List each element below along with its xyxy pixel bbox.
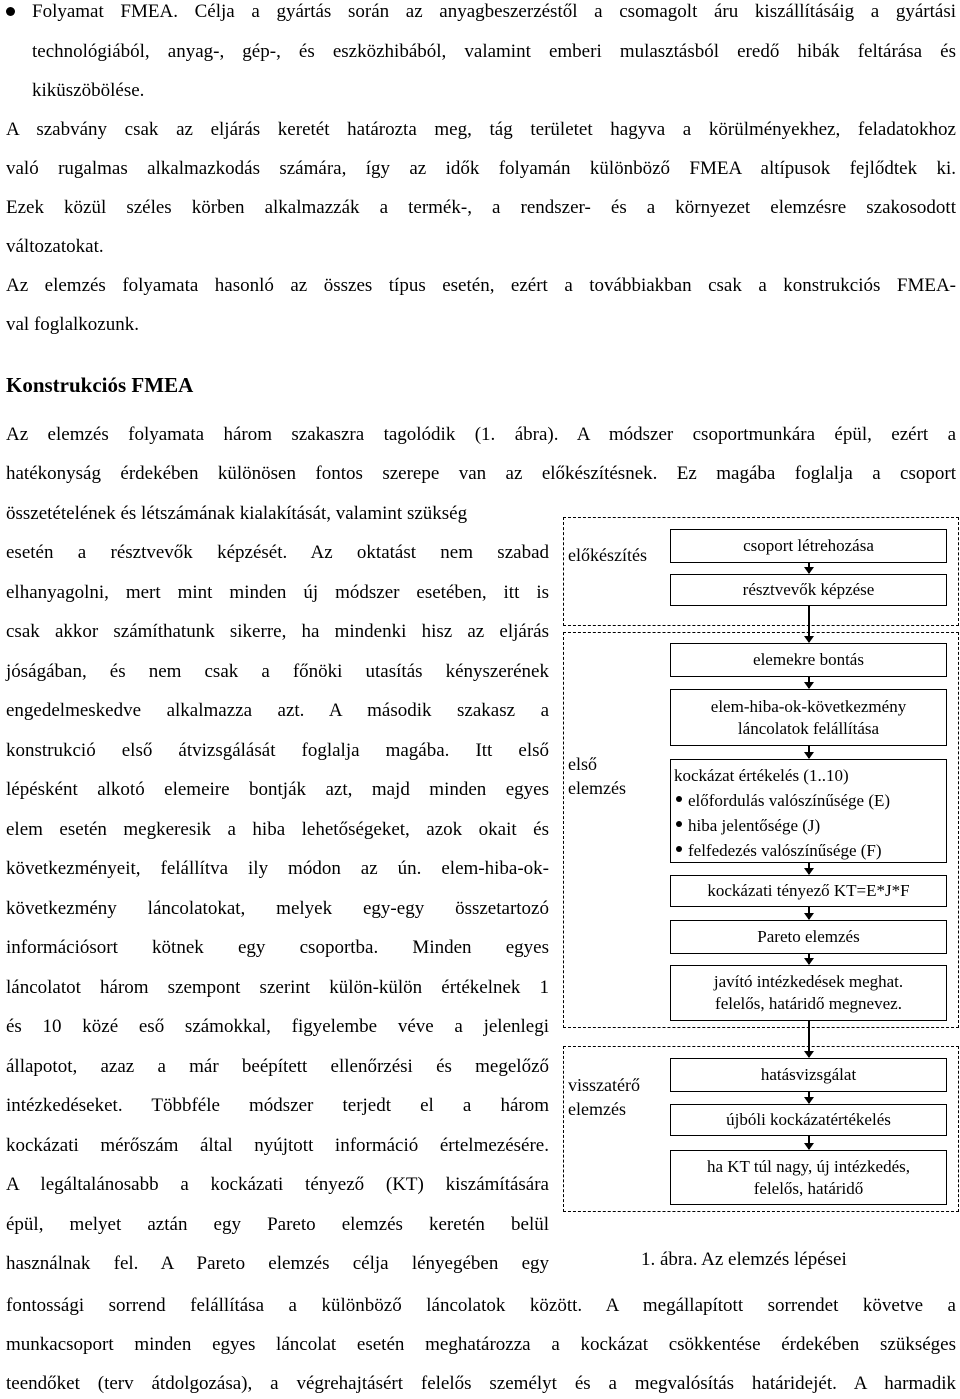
- group-label-preparation: előkészítés: [568, 545, 647, 565]
- step-new-action: [670, 1150, 947, 1205]
- step-decompose-elements: [670, 643, 947, 677]
- step-label: kockázati tényező KT=E*J*F: [707, 881, 910, 900]
- paragraph-line: csak akkor számíthatunk sikerre, ha mindenki hisz az eljárás: [6, 621, 549, 642]
- step-label: hatásvizsgálat: [760, 1065, 857, 1084]
- paragraph-line: val foglalkozunk.: [6, 314, 139, 335]
- arrow-down-icon: [808, 1092, 810, 1103]
- step-label: résztvevők képzése: [742, 580, 875, 599]
- paragraph-line: láncolatot három szempont szerint külön-külön értékelnek 1: [6, 977, 549, 998]
- paragraph-line: Ezek közül széles körben alkalmazzák a termék-, a rendszer- és a környezet elemzésre szakosodott: [6, 197, 956, 218]
- group-label-first-analysis: elemzés: [568, 778, 626, 798]
- step-risk-assessment: [670, 759, 947, 863]
- step-label: elemekre bontás: [753, 650, 864, 669]
- paragraph-line: kockázati mérőszám által nyújtott információ értelmezésére.: [6, 1135, 549, 1156]
- group-label-first-analysis: első: [568, 754, 597, 774]
- paragraph-line: elhanyagolni, mert mint minden új módszer esetében, itt is: [6, 582, 549, 603]
- paragraph-line: épül, melyet aztán egy Pareto elemzés keretén belül: [6, 1214, 549, 1235]
- paragraph-line: lépésként alkotó elemeire bontják azt, majd minden egyes: [6, 779, 549, 800]
- paragraph-line: teendőket (terv átdolgozása), a végrehajtásért felelős személyt és a megvalósítás határidejét. A harmadik: [6, 1373, 956, 1394]
- figure-caption: 1. ábra. Az elemzés lépései: [641, 1249, 847, 1270]
- arrow-down-icon: [808, 863, 810, 874]
- paragraph-line: esetén a résztvevők képzését. Az oktatást nem szabad: [6, 542, 549, 563]
- paragraph-line: és 10 közé eső számokkal, figyelembe véve a jelenlegi: [6, 1016, 549, 1037]
- risk-criteria-list: [674, 788, 890, 863]
- step-label: felelős, határidő: [753, 1178, 864, 1198]
- paragraph-line: következmény láncolatokat, melyek egy-egy összetartozó: [6, 898, 549, 919]
- step-label: elem-hiba-ok-következmény: [710, 696, 907, 716]
- step-label: ha KT túl nagy, új intézkedés,: [706, 1156, 910, 1176]
- step-label: csoport létrehozása: [743, 536, 874, 555]
- arrow-down-icon: [808, 1021, 810, 1057]
- step-build-chains: [670, 689, 947, 746]
- arrow-down-icon: [808, 677, 810, 688]
- paragraph-line: elem esetén megkeresik a hiba lehetőségeket, azok okait és: [6, 819, 549, 840]
- paragraph-line: információsort kötnek egy csoportba. Minden egyes: [6, 937, 549, 958]
- step-label: javító intézkedések meghat.: [713, 972, 904, 991]
- paragraph-line: hatékonyság érdekében különösen fontos szerepe van az előkészítésnek. Ez magába foglalja a csoport: [6, 463, 956, 484]
- step-train-participants: [670, 574, 947, 606]
- step-risk-factor: [670, 875, 947, 907]
- paragraph-line: változatokat.: [6, 236, 104, 257]
- paragraph-line: engedelmeskedve alkalmazza azt. A második szakasz a: [6, 700, 549, 721]
- arrow-down-icon: [808, 954, 810, 964]
- paragraph-line: használnak fel. A Pareto elemzés célja lényegében egy: [6, 1253, 549, 1274]
- paragraph-line: munkacsoport minden egyes láncolat esetén meghatározza a kockázat csökkentése érdekében szükséges: [6, 1334, 956, 1355]
- step-pareto-analysis: [670, 920, 947, 954]
- bullet-dot-icon: [6, 7, 15, 16]
- paragraph-line: intézkedéseket. Többféle módszer terjedt el a három: [6, 1095, 549, 1116]
- paragraph-line: fontossági sorrend felállítása a különböző láncolatok között. A megállapított sorrendet követve a: [6, 1295, 956, 1316]
- arrow-down-icon: [808, 606, 810, 642]
- arrow-down-icon: [808, 907, 810, 919]
- step-label: újbóli kockázatértékelés: [726, 1110, 891, 1129]
- paragraph-line: következményeit, felállítva ily módon az ún. elem-hiba-ok-: [6, 858, 549, 879]
- paragraph-line: állapotot, azaz a már beépített ellenőrzési és megelőző: [6, 1056, 549, 1077]
- intro-bullet-line: technológiából, anyag-, gép-, és eszközhibából, valamint emberi mulasztásból eredő hibák feltárása és: [32, 41, 956, 62]
- paragraph-line: Az elemzés folyamata három szakaszra tagolódik (1. ábra). A módszer csoportmunkára épül, ezért a: [6, 424, 956, 445]
- paragraph-line: A szabvány csak az eljárás keretét határozta meg, tág területet hagyva a körülményekhez, feladatokhoz: [6, 119, 956, 140]
- section-heading: Konstrukciós FMEA: [6, 373, 194, 397]
- step-impact-check: [670, 1058, 947, 1092]
- step-label: Pareto elemzés: [757, 927, 860, 946]
- step-create-group: [670, 529, 947, 563]
- step-label: kockázat értékelés (1..10): [674, 766, 849, 785]
- risk-criterion: felfedezés valószínűsége (F): [674, 838, 890, 863]
- step-re-assessment: [670, 1104, 947, 1136]
- arrow-down-icon: [808, 746, 810, 758]
- arrow-down-icon: [808, 563, 810, 573]
- paragraph-line: jóságában, és nem csak a főnöki utasítás kényszerének: [6, 661, 549, 682]
- paragraph-line: A legáltalánosabb a kockázati tényező (KT) kiszámítására: [6, 1174, 549, 1195]
- group-label-recurring-analysis: elemzés: [568, 1099, 626, 1119]
- step-label: felelős, határidő megnevez.: [715, 994, 902, 1013]
- intro-bullet-line: Folyamat FMEA. Célja a gyártás során az anyagbeszerzéstől a csomagolt áru kiszállításáig a gyártási: [32, 1, 956, 22]
- risk-criterion: hiba jelentősége (J): [674, 813, 890, 838]
- paragraph-line: Az elemzés folyamata hasonló az összes típus esetén, ezért a továbbiakban csak a konstrukciós FMEA-: [6, 275, 956, 296]
- risk-criterion: előfordulás valószínűsége (E): [674, 788, 890, 813]
- arrow-down-icon: [808, 1136, 810, 1149]
- paragraph-line: való rugalmas alkalmazkodás számára, így az idők folyamán különböző FMEA altípusok fejlődtek ki.: [6, 158, 956, 179]
- step-corrective-actions: [670, 965, 947, 1021]
- paragraph-line: összetételének és létszámának kialakítását, valamint szükség: [6, 503, 468, 524]
- intro-bullet-line: kiküszöbölése.: [32, 80, 145, 101]
- group-label-recurring-analysis: visszatérő: [568, 1075, 640, 1095]
- paragraph-line: konstrukció első átvizsgálását foglalja magába. Itt első: [6, 740, 549, 761]
- step-label: láncolatok felállítása: [737, 718, 880, 738]
